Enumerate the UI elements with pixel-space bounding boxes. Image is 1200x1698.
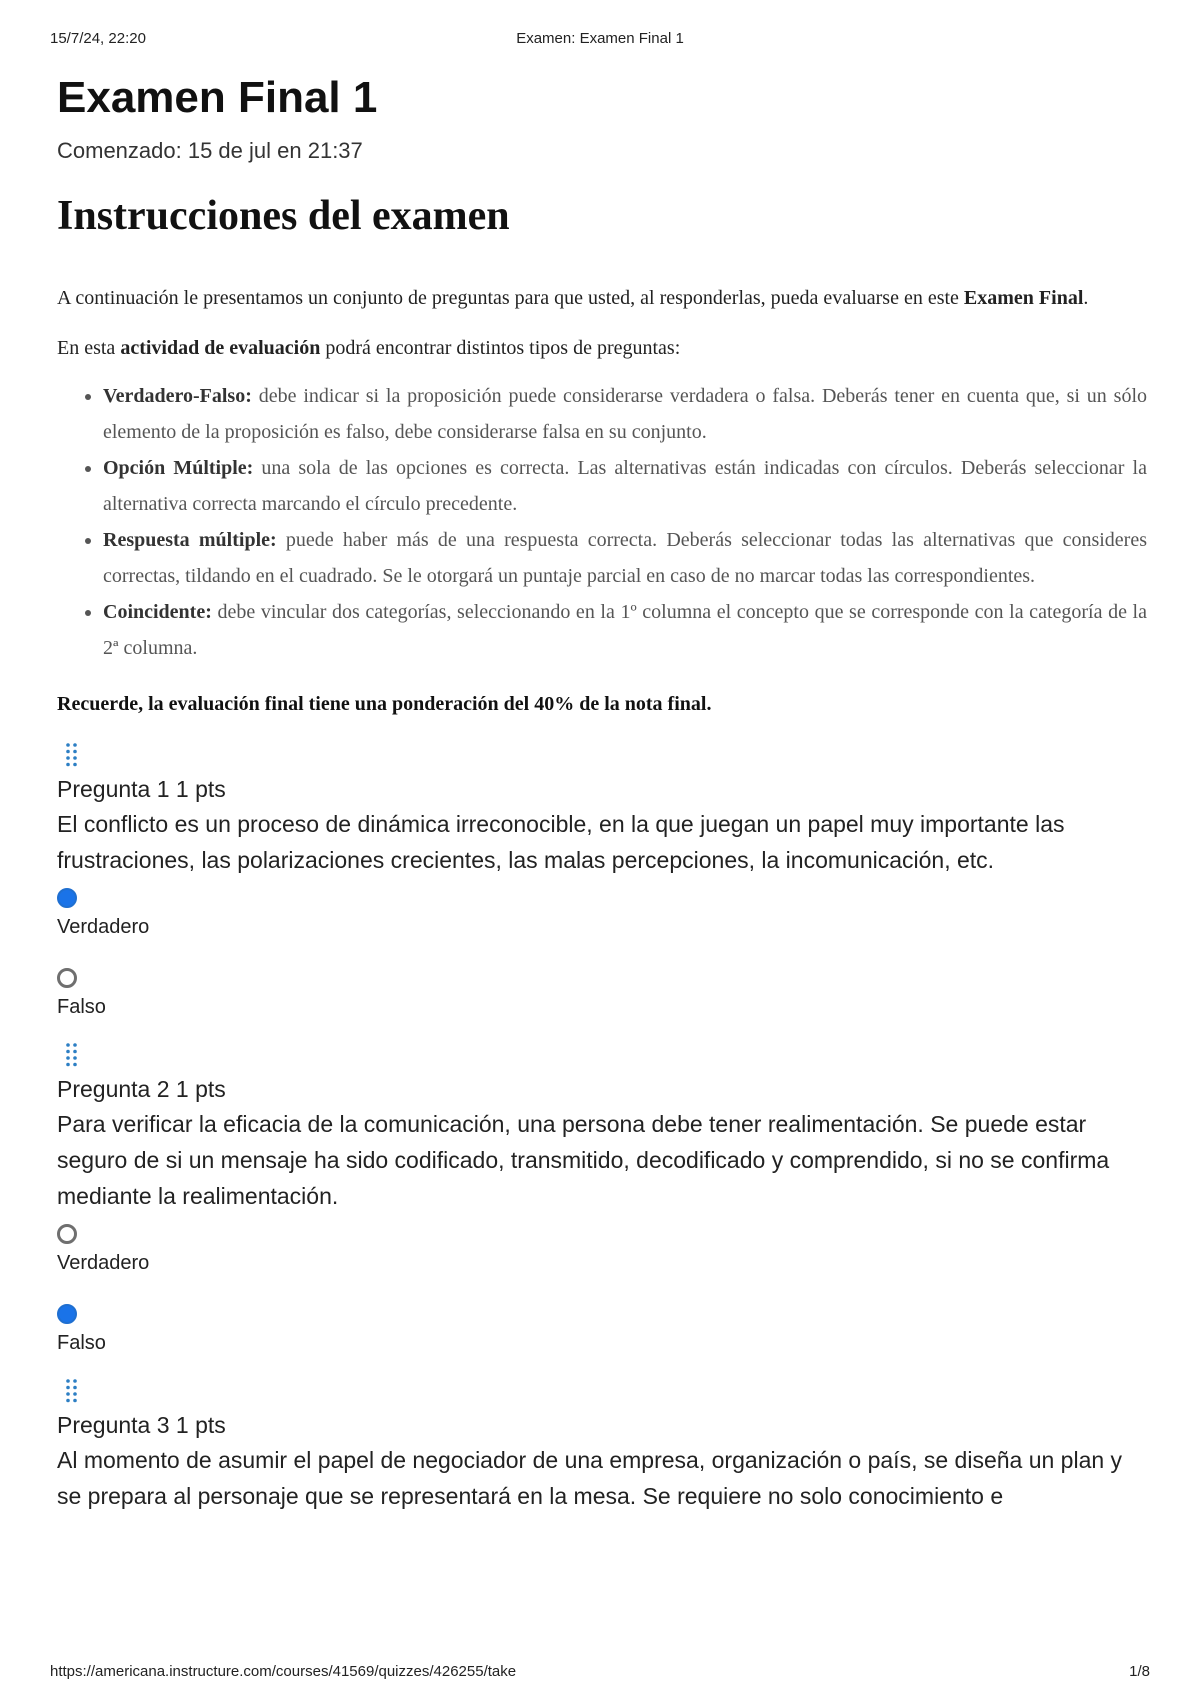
print-footer xyxy=(50,1663,1150,1680)
answer-option[interactable] xyxy=(57,1304,1147,1358)
radio-unselected-icon[interactable] xyxy=(57,968,77,988)
question-header: Pregunta 3 1 pts xyxy=(57,1412,226,1438)
quiz-content xyxy=(57,70,1147,1514)
weighting-note: Recuerde, la evaluación final tiene una ponderación del 40% de la nota final. xyxy=(57,693,712,715)
drag-handle-icon[interactable] xyxy=(63,742,81,768)
type-term: Verdadero-Falso: xyxy=(103,385,252,407)
question-text: Para verificar la eficacia de la comunicación, una persona debe tener realimentación. Se puede estar seguro de si un mensaje ha sido codificado, transmitido, decodificado y comprendido, si no se confirma mediante la realimentación. xyxy=(57,1111,1110,1209)
list-item xyxy=(103,450,1147,522)
print-datetime: 15/7/24, 22:20 xyxy=(50,30,146,47)
list-item xyxy=(103,594,1147,666)
type-term: Coincidente: xyxy=(103,601,212,623)
type-desc: una sola de las opciones es correcta. Las alternativas están indicadas con círculos. Deberás seleccionar la alternativa correcta marcando el círculo precedente. xyxy=(103,457,1147,515)
instructions-paragraph-2 xyxy=(57,330,1147,366)
p2-end: podrá encontrar distintos tipos de preguntas: xyxy=(320,337,681,359)
p1-bold: Examen Final xyxy=(963,287,1084,309)
p2-start: En esta xyxy=(57,337,121,359)
print-url: https://americana.instructure.com/courses/41569/quizzes/426255/take xyxy=(50,1663,517,1680)
page-title: Examen Final 1 xyxy=(57,73,378,122)
answer-option[interactable] xyxy=(57,1224,1147,1278)
instructions-paragraph-1 xyxy=(57,280,1147,316)
print-page-number: 1/8 xyxy=(1129,1663,1150,1680)
question-header: Pregunta 2 1 pts xyxy=(57,1076,226,1102)
radio-selected-icon[interactable] xyxy=(57,1304,77,1324)
question-text: El conflicto es un proceso de dinámica irreconocible, en la que juegan un papel muy importante las frustraciones, las polarizaciones crecientes, las malas percepciones, la incomunicación, etc. xyxy=(57,811,1065,873)
instructions-title: Instrucciones del examen xyxy=(57,193,510,239)
type-desc: debe indicar si la proposición puede considerarse verdadera o falsa. Deberás tener en cuenta que, si un sólo elemento de la proposición es falso, debe considerarse falsa en su conjunto. xyxy=(103,385,1147,443)
drag-handle-icon[interactable] xyxy=(63,1378,81,1404)
question-types-list xyxy=(57,378,1147,666)
p1-end: . xyxy=(1083,287,1089,309)
print-header xyxy=(50,30,1150,47)
question-2 xyxy=(57,1042,1147,1358)
print-page-title: Examen: Examen Final 1 xyxy=(516,30,684,47)
answer-label: Verdadero xyxy=(57,1252,150,1274)
type-term: Opción Múltiple: xyxy=(103,457,254,479)
p1-text: A continuación le presentamos un conjunto de preguntas para que usted, al responderlas, pueda evaluarse en este xyxy=(57,287,964,309)
p2-bold: actividad de evaluación xyxy=(120,337,321,359)
radio-unselected-icon[interactable] xyxy=(57,1224,77,1244)
radio-selected-icon[interactable] xyxy=(57,888,77,908)
answer-option[interactable] xyxy=(57,888,1147,942)
question-3 xyxy=(57,1378,1147,1514)
type-desc: puede haber más de una respuesta correcta. Deberás seleccionar todas las alternativas que consideres correctas, tildando en el cuadrado. Se le otorgará un puntaje parcial en caso de no marcar todas las correspondientes. xyxy=(103,529,1147,587)
type-term: Respuesta múltiple: xyxy=(103,529,277,551)
started-timestamp: Comenzado: 15 de jul en 21:37 xyxy=(57,138,363,163)
answer-label: Verdadero xyxy=(57,916,150,938)
drag-handle-icon[interactable] xyxy=(63,1042,81,1068)
question-1 xyxy=(57,742,1147,1022)
list-item xyxy=(103,522,1147,594)
type-desc: debe vincular dos categorías, seleccionando en la 1º columna el concepto que se corresponde con la categoría de la 2ª columna. xyxy=(103,601,1147,659)
answer-label: Falso xyxy=(57,996,106,1018)
answer-label: Falso xyxy=(57,1332,106,1354)
question-header: Pregunta 1 1 pts xyxy=(57,776,226,802)
question-text: Al momento de asumir el papel de negociador de una empresa, organización o país, se diseña un plan y se prepara al personaje que se representará en la mesa. Se requiere no solo conocimiento e xyxy=(57,1447,1123,1509)
answer-option[interactable] xyxy=(57,968,1147,1022)
list-item xyxy=(103,378,1147,450)
